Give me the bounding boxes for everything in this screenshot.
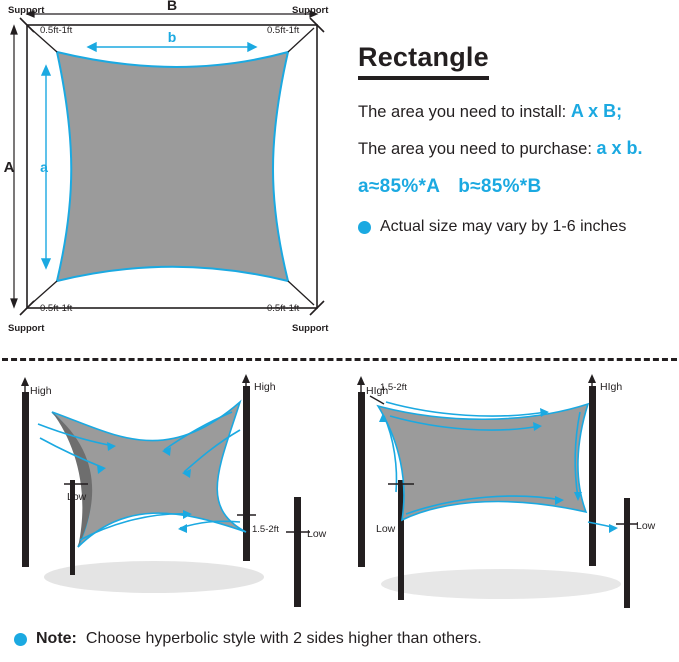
label-low-left: Low: [67, 491, 87, 503]
formula-b: b≈85%*B: [458, 176, 542, 198]
rectangle-install-diagram: [336, 372, 676, 622]
formula-a: a≈85%*A: [358, 176, 441, 198]
support-label-bottom-left: Support: [8, 323, 45, 334]
post-left: [22, 392, 29, 567]
corner-gap-top-left: 0.5ft-1ft: [40, 25, 73, 36]
post-right-high: [243, 386, 250, 561]
bullet-dot-icon: [14, 633, 27, 646]
ground-shadow: [381, 569, 621, 599]
rectangle-diagram: [0, 0, 345, 348]
label-high-right: High: [254, 381, 276, 393]
install-area-prefix: The area you need to install:: [358, 103, 571, 121]
label-high-right: HIgh: [600, 381, 623, 393]
ground-shadow: [44, 561, 264, 593]
post-right-low: [294, 497, 301, 607]
size-variance-note: [358, 218, 672, 236]
note-text: Choose hyperbolic style with 2 sides higher than others.: [85, 630, 482, 647]
purchase-area-prefix: The area you need to purchase:: [358, 139, 597, 158]
post-left-low: [398, 480, 404, 600]
support-label-top-left: Support: [8, 5, 45, 16]
install-area-line: [358, 100, 672, 123]
post-left-high: [358, 392, 365, 567]
post-right-low: [624, 498, 630, 608]
install-area-value: A x B;: [570, 101, 623, 121]
label-low-right: Low: [636, 520, 656, 532]
sail-shape: [57, 52, 288, 281]
support-label-top-right: Support: [292, 5, 329, 16]
label-b: b: [167, 29, 177, 45]
corner-gap-bottom-left: 0.5ft-1ft: [40, 303, 73, 314]
rectangle-diagram-svg: [0, 0, 345, 348]
bullet-dot-icon: [358, 221, 371, 234]
post-right-high: [589, 386, 596, 566]
footer-note: [14, 630, 482, 648]
hyperbolic-style-diagram: [4, 372, 334, 622]
purchase-area-value: a x b.: [596, 137, 643, 158]
label-drop-distance: 1.5-2ft: [252, 524, 279, 535]
label-B: B: [166, 0, 178, 13]
rectangle-info-panel: [352, 42, 672, 236]
label-drop-distance: 1.5-2ft: [380, 382, 407, 393]
note-label: Note:: [36, 630, 77, 647]
label-low-right: Low: [307, 528, 327, 540]
formula-row: [358, 176, 672, 198]
section-divider: [2, 358, 677, 361]
corner-gap-top-right: 0.5ft-1ft: [267, 25, 300, 36]
label-A: A: [3, 159, 15, 176]
page-title: Rectangle: [358, 42, 489, 80]
corner-gap-bottom-right: 0.5ft-1ft: [267, 303, 300, 314]
label-low-left: Low: [376, 523, 396, 535]
size-variance-text: Actual size may vary by 1-6 inches: [380, 218, 627, 236]
rectangle-install-svg: [336, 372, 676, 622]
label-high-left: HIgh: [366, 385, 389, 397]
support-label-bottom-right: Support: [292, 323, 329, 334]
label-high-left: High: [30, 385, 52, 397]
hyperbolic-style-svg: [4, 372, 334, 622]
label-a: a: [40, 159, 48, 175]
purchase-area-line: [358, 137, 672, 160]
